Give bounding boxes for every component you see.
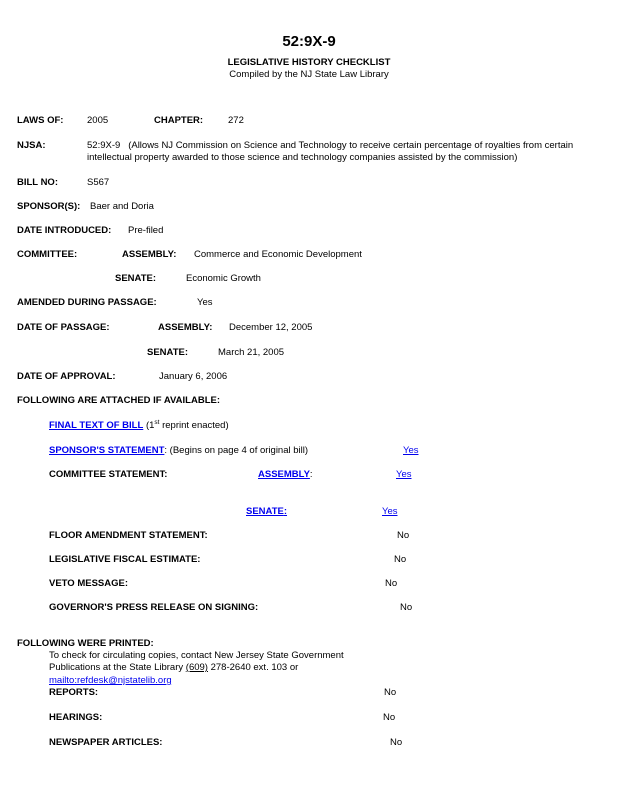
printed-line-2 bbox=[49, 662, 298, 674]
fiscal-estimate-value: No bbox=[394, 554, 407, 565]
senate-colon: : bbox=[283, 506, 288, 517]
committee-senate-label: SENATE: bbox=[115, 273, 156, 284]
amended-label: AMENDED DURING PASSAGE: bbox=[17, 297, 157, 308]
chapter-value: 272 bbox=[228, 115, 244, 126]
chapter-label: CHAPTER: bbox=[154, 115, 204, 126]
committee-statement-senate-yes-link[interactable]: Yes bbox=[382, 506, 398, 517]
sponsor-statement-row bbox=[49, 445, 308, 457]
passage-assembly-label: ASSEMBLY: bbox=[158, 322, 213, 333]
final-text-note-post: reprint enacted) bbox=[159, 420, 229, 431]
passage-senate-label: SENATE: bbox=[147, 347, 188, 358]
committee-statement-senate bbox=[246, 506, 287, 518]
printed-heading: FOLLOWING WERE PRINTED: bbox=[17, 638, 154, 649]
committee-label: COMMITTEE: bbox=[17, 249, 78, 260]
attached-heading: FOLLOWING ARE ATTACHED IF AVAILABLE: bbox=[17, 395, 220, 406]
committee-statement-assembly-yes-link[interactable]: Yes bbox=[396, 469, 412, 480]
bill-no-value: S567 bbox=[87, 177, 110, 188]
date-introduced-value: Pre-filed bbox=[128, 225, 164, 236]
committee-statement-senate-link[interactable]: SENATE bbox=[246, 506, 284, 517]
final-text-row bbox=[49, 420, 229, 432]
bill-no-label: BILL NO: bbox=[17, 177, 58, 188]
njsa-line-2: intellectual property awarded to those science and technology companies assisted by the commission) bbox=[87, 152, 518, 163]
njsa-line-1: 52:9X-9 (Allows NJ Commission on Science and Technology to receive certain percentage of royalties from certain bbox=[87, 140, 574, 151]
date-introduced-label: DATE INTRODUCED: bbox=[17, 225, 112, 236]
newspaper-articles-value: No bbox=[390, 737, 403, 748]
date-of-passage-label: DATE OF PASSAGE: bbox=[17, 322, 110, 333]
final-text-note-sup: st bbox=[154, 418, 160, 426]
assembly-colon: : bbox=[309, 469, 313, 480]
veto-message-value: No bbox=[385, 578, 398, 589]
committee-statement-assembly-link[interactable]: ASSEMBLY bbox=[258, 469, 310, 480]
reports-value: No bbox=[384, 687, 397, 698]
committee-statement-assembly bbox=[258, 469, 313, 481]
compiled-by: Compiled by the NJ State Law Library bbox=[229, 69, 389, 80]
press-release-label: GOVERNOR'S PRESS RELEASE ON SIGNING: bbox=[49, 602, 259, 613]
mailto-link[interactable]: mailto:refdesk@njstatelib.org bbox=[49, 675, 172, 686]
committee-statement-label: COMMITTEE STATEMENT: bbox=[49, 469, 168, 480]
final-text-note-pre: (1 bbox=[145, 420, 155, 431]
date-of-approval-value: January 6, 2006 bbox=[159, 371, 228, 382]
hearings-value: No bbox=[383, 712, 396, 723]
committee-senate-value: Economic Growth bbox=[186, 273, 261, 284]
phone-area-code: (609) bbox=[185, 662, 208, 673]
printed-line-2-pre: Publications at the State Library bbox=[49, 662, 186, 673]
veto-message-label: VETO MESSAGE: bbox=[49, 578, 129, 589]
njsa-label: NJSA: bbox=[17, 140, 46, 151]
laws-of-value: 2005 bbox=[87, 115, 109, 126]
committee-assembly-label: ASSEMBLY: bbox=[122, 249, 177, 260]
amended-value: Yes bbox=[197, 297, 213, 308]
press-release-value: No bbox=[400, 602, 413, 613]
passage-senate-value: March 21, 2005 bbox=[218, 347, 285, 358]
sponsors-value: Baer and Doria bbox=[90, 201, 154, 212]
committee-assembly-value: Commerce and Economic Development bbox=[194, 249, 362, 260]
sponsor-statement-link[interactable]: SPONSOR'S STATEMENT bbox=[49, 445, 165, 456]
laws-of-label: LAWS OF: bbox=[17, 115, 64, 126]
date-of-approval-label: DATE OF APPROVAL: bbox=[17, 371, 116, 382]
reports-label: REPORTS: bbox=[49, 687, 99, 698]
final-text-link[interactable]: FINAL TEXT OF BILL bbox=[49, 420, 144, 431]
printed-line-2-post: 278-2640 ext. 103 or bbox=[207, 662, 299, 673]
document-subtitle: LEGISLATIVE HISTORY CHECKLIST bbox=[227, 57, 391, 68]
hearings-label: HEARINGS: bbox=[49, 712, 103, 723]
fiscal-estimate-label: LEGISLATIVE FISCAL ESTIMATE: bbox=[49, 554, 201, 565]
sponsors-label: SPONSOR(S): bbox=[17, 201, 81, 212]
printed-line-1: To check for circulating copies, contact New Jersey State Government bbox=[49, 650, 344, 661]
passage-assembly-value: December 12, 2005 bbox=[229, 322, 313, 333]
newspaper-articles-label: NEWSPAPER ARTICLES: bbox=[49, 737, 163, 748]
floor-amendment-value: No bbox=[397, 530, 410, 541]
page-title: 52:9X-9 bbox=[282, 33, 336, 50]
sponsor-statement-yes-link[interactable]: Yes bbox=[403, 445, 419, 456]
floor-amendment-label: FLOOR AMENDMENT STATEMENT: bbox=[49, 530, 208, 541]
sponsor-statement-note: : (Begins on page 4 of original bill) bbox=[164, 445, 309, 456]
